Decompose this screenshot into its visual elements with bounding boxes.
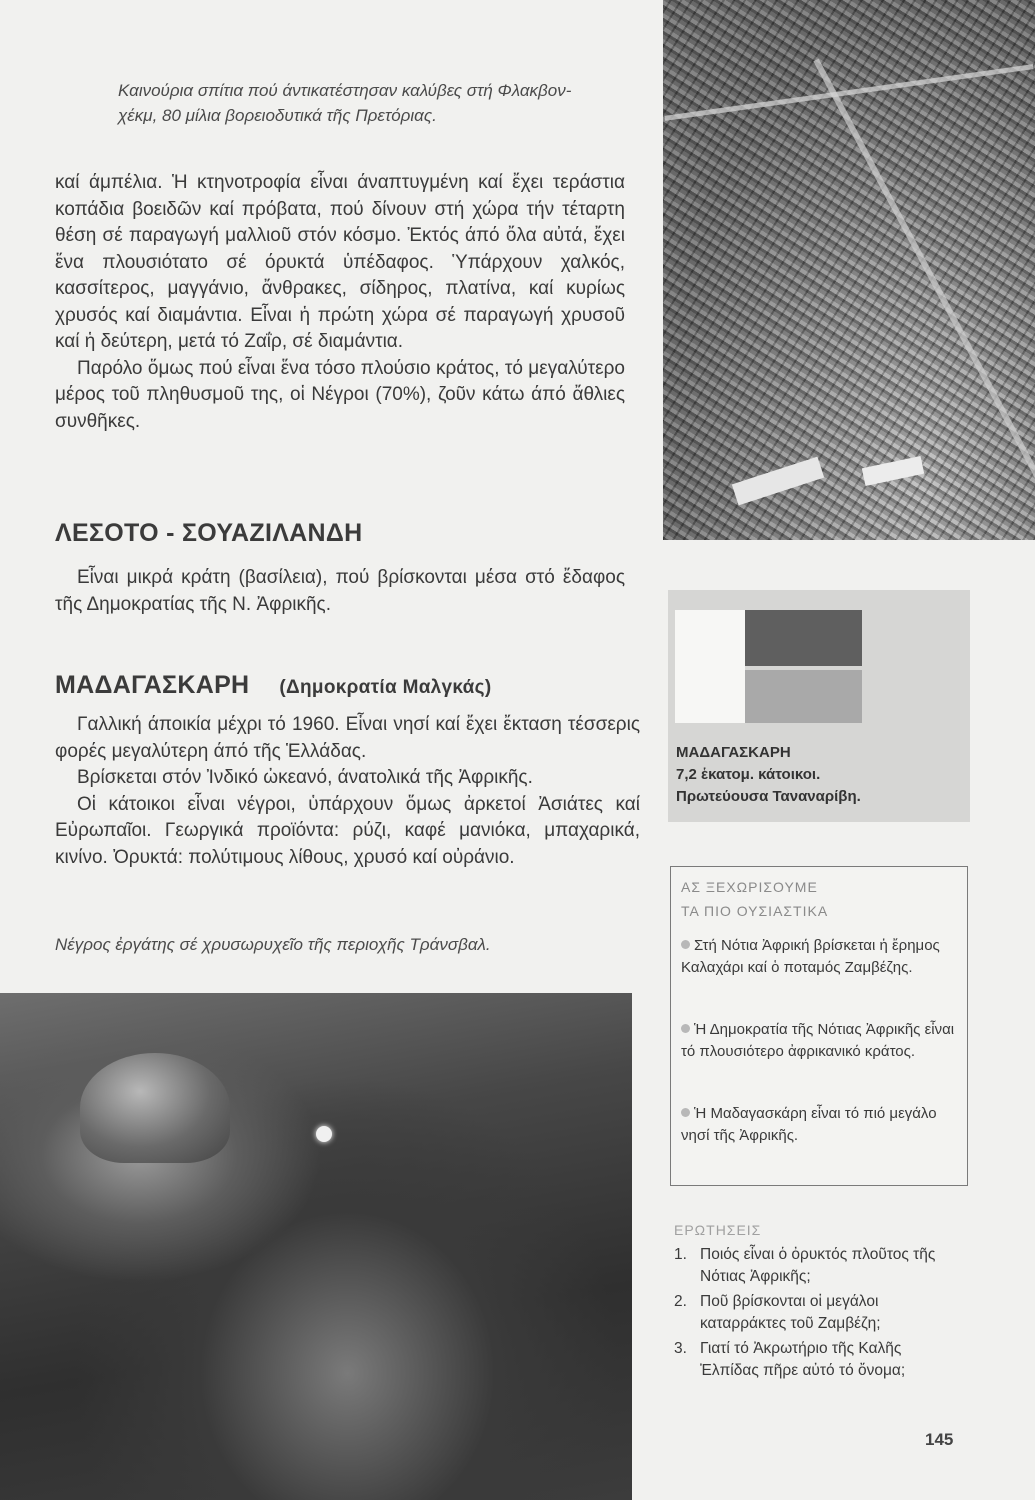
summary-item-text: Ἡ Μαδαγασκάρη εἶναι τό πιό μεγάλο νησί τῆς Ἀφρικῆς. — [681, 1105, 937, 1144]
question-item — [674, 1244, 964, 1288]
madagascar-paragraph-2: Βρίσκεται στόν Ἰνδικό ὠκεανό, άνατολικά τῆς Ἀφρικῆς. — [77, 767, 533, 788]
lesotho-paragraph: Εἶναι μικρά κράτη (βασίλεια), πού βρίσκονται μέσα στό ἔδαφος τῆς Δημοκρατίας τῆς Ν. Ἀφρικῆς. — [55, 567, 625, 615]
paragraph-2: Παρόλο ὅμως πού εἶναι ἕνα τόσο πλούσιο κράτος, τό μεγαλύτερο μέρος τοῦ πληθυσμοῦ της, οἱ Νέγροι (70%), ζοῦν κάτω άπό ἄθλιες συνθῆκες. — [55, 357, 625, 432]
photo-helmet — [80, 1053, 230, 1163]
bullet-icon — [681, 940, 690, 949]
summary-box — [670, 866, 968, 1186]
summary-item-text: Ἡ Δημοκρατία τῆς Νότιας Ἀφρικῆς εἶναι τό πλουσιότερο ἀφρικανικό κράτος. — [681, 1021, 955, 1060]
section-lesotho-body — [55, 565, 625, 618]
madagascar-flag-box — [668, 590, 970, 822]
section-madagascar-body — [55, 712, 640, 871]
photo-top-caption-line: Καινούρια σπίτια πού άντικατέστησαν καλύβες στή Φλακβον- — [118, 81, 572, 100]
photo-building — [862, 456, 924, 486]
photo-bottom-caption: Νέγρος ἐργάτης σέ χρυσωρυχεῖο τῆς περιοχῆς Τράνσβαλ. — [55, 935, 491, 954]
madagascar-paragraph-3: Οἱ κάτοικοι εἶναι νέγροι, ὑπάρχουν ὅμως ἀρκετοί Ἀσιάτες καί Εὐρωπαῖοι. Γεωργικά προϊόντα: ρύζι, καφέ μανιόκα, μπαχαρικά, κινίνο. Ὀρυκτά: πολύτιμους λίθους, χρυσό καί οὐράνιο. — [55, 793, 640, 868]
flag-red-stripe — [745, 610, 862, 666]
summary-item — [681, 1019, 961, 1062]
summary-item — [681, 1103, 961, 1146]
photo-top-caption — [118, 78, 648, 128]
page-number: 145 — [925, 1430, 954, 1449]
question-text: Γιατί τό Ἀκρωτήριο τῆς Καλῆς Ἐλπίδας πῆρε αὐτό τό ὄνομα; — [700, 1340, 906, 1379]
questions-list — [674, 1244, 964, 1385]
paragraph-1: καί άμπέλια. Ἡ κτηνοτροφία εἶναι άναπτυγμένη καί ἔχει τεράστια κοπάδια βοειδῶν καί πρόβατα, πού δίνουν στή χώρα τήν τέταρτη θέση σέ παραγωγή μαλλιοῦ στόν κόσμο. Ἐκτός άπό ὄλα αὐτά, ἔχει ἕνα πλουσιότατο σέ όρυκτά ὑπέδαφος. Ὑπάρχουν χαλκός, κασσίτερος, μαγγάνιο, ἄνθρακες, σίδηρος, πλατίνα, καί κυρίως χρυσός καί διαμάντια. Εἶναι ἡ πρώτη χώρα σέ παραγωγή χρυσοῦ καί ἡ δεύτερη, μετά τό Ζαΐρ, σέ διαμάντια. — [55, 172, 625, 352]
question-number: 3. — [674, 1340, 687, 1357]
madagascar-title: ΜΑΔΑΓΑΣΚΑΡΗ — [55, 671, 250, 699]
summary-item — [681, 935, 961, 978]
flag-label-country: ΜΑΔΑΓΑΣΚΑΡΗ — [676, 744, 791, 761]
flag-label-population: 7,2 ἑκατομ. κάτοικοι. — [676, 766, 821, 783]
madagascar-paragraph-1: Γαλλική άποικία μέχρι τό 1960. Εἶναι νησί καί ἔχει ἔκταση τέσσερις φορές μεγαλύτερη άπό τῆς Ἑλλάδας. — [55, 714, 640, 762]
question-item — [674, 1291, 964, 1335]
photo-road — [664, 64, 1033, 121]
photo-building — [732, 457, 824, 506]
miner-photo — [0, 993, 632, 1500]
summary-item-text: Στή Νότια Ἀφρική βρίσκεται ἡ ἔρημος Καλαχάρι καί ὁ ποταμός Ζαμβέζης. — [681, 937, 940, 976]
flag-green-stripe — [745, 670, 862, 723]
photo-top-caption-line: χέκμ, 80 μίλια βορειοδυτικά τῆς Πρετόριας. — [118, 106, 437, 125]
flag-white-stripe — [675, 610, 745, 723]
body-text-top — [55, 170, 625, 435]
aerial-photo-flakvonhekm — [663, 0, 1035, 540]
section-title-madagascar — [55, 671, 491, 700]
bullet-icon — [681, 1108, 690, 1117]
question-text: Ποῦ βρίσκονται οἱ μεγάλοι καταρράκτες τοῦ Ζαμβέζη; — [700, 1293, 881, 1332]
section-title-lesotho: ΛΕΣΟΤΟ - ΣΟΥΑΖΙΛΑΝΔΗ — [55, 519, 363, 547]
questions-heading: ΕΡΩΤΗΣΕΙΣ — [674, 1222, 762, 1238]
summary-heading-2: ΤΑ ΠΙΟ ΟΥΣΙΑΣΤΙΚΑ — [681, 903, 829, 919]
photo-road — [813, 59, 1035, 486]
bullet-icon — [681, 1024, 690, 1033]
question-item — [674, 1338, 964, 1382]
question-text: Ποιός εἶναι ὁ ὀρυκτός πλοῦτος τῆς Νότιας Ἀφρικῆς; — [700, 1246, 936, 1285]
photo-lamp — [316, 1126, 332, 1142]
question-number: 1. — [674, 1246, 687, 1263]
madagascar-subtitle: (Δημοκρατία Μαλγκάς) — [279, 677, 492, 698]
summary-heading-1: ΑΣ ΞΕΧΩΡΙΣΟΥΜΕ — [681, 879, 818, 895]
flag-label-capital: Πρωτεύουσα Ταναναρίβη. — [676, 788, 861, 805]
question-number: 2. — [674, 1293, 687, 1310]
